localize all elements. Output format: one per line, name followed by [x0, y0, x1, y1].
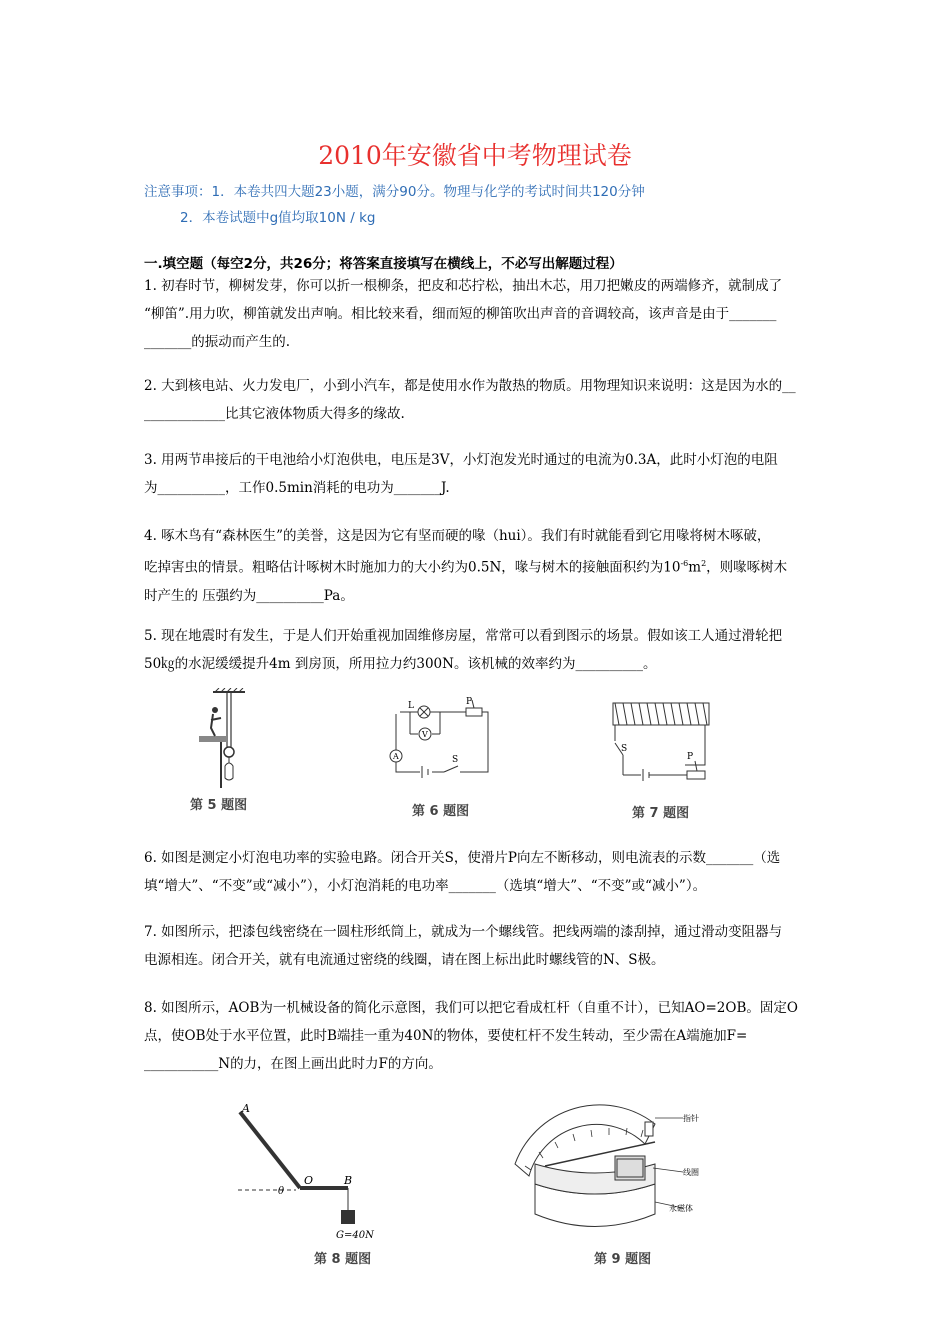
figure-8-caption: 第 8 题图: [314, 1252, 372, 1267]
fig8-label-theta: θ: [278, 1186, 285, 1197]
question-7: 7. 如图所示，把漆包线密绕在一圆柱形纸筒上，就成为一个螺线管。把线两端的漆刮掉，通过滑动变阻器与 电源相连。闭合开关，就有电流通过密绕的线圈，请在图上标出此时螺线管的N、S极。: [144, 924, 783, 968]
figure-5-caption: 第 5 题图: [190, 798, 248, 813]
fig8-label-B: B: [344, 1174, 353, 1187]
figure-6-caption: 第 6 题图: [412, 804, 470, 819]
fig8-label-G: G=40N: [336, 1230, 374, 1240]
question-8: 8. 如图所示，AOB为一机械设备的简化示意图，我们可以把它看成杠杆（自重不计），已知AO=2OB。固定O 点，使OB处于水平位置，此时B端挂一重为40N的物体，要使杠杆不发生转动，至少需在A端施加F= ___________N的力，在图上画出此时力F的方向。: [144, 1000, 798, 1072]
fig6-label-A: A: [393, 752, 399, 761]
question-6: 6. 如图是测定小灯泡电功率的实验电路。闭合开关S，使滑片P向左不断移动，则电流表的示数_______（选 填“增大”、“不变”或“减小”），小灯泡消耗的电功率_______（选填“增大”、“不变”或“减小”）。: [144, 850, 781, 894]
page-title: 2010年安徽省中考物理试卷: [318, 141, 632, 170]
fig7-label-P: P: [687, 752, 694, 762]
question-3: 3. 用两节串接后的干电池给小灯泡供电，电压是3V，小灯泡发光时通过的电流为0.3A，此时小灯泡的电阻 为__________，工作0.5min消耗的电功为_______J.: [144, 452, 778, 496]
fig8-label-O: O: [304, 1174, 314, 1187]
figure-5-pulley: [185, 688, 255, 788]
fig6-label-P: P: [466, 697, 473, 707]
figure-6-circuit: [380, 690, 500, 785]
fig6-label-S: S: [452, 755, 459, 765]
note-line-1: 注意事项：1．本卷共四大题23小题，满分90分。物理与化学的考试时间共120分钟: [144, 184, 645, 200]
fig7-label-S: S: [621, 744, 628, 754]
figure-8-lever: [230, 1100, 390, 1240]
fig6-label-L: L: [408, 701, 414, 711]
fig9-label-magnet: 永磁体: [669, 1204, 693, 1213]
figure-7-caption: 第 7 题图: [632, 806, 690, 821]
fig8-label-A: A: [242, 1102, 250, 1115]
question-5: 5. 现在地震时有发生，于是人们开始重视加固维修房屋，常常可以看到图示的场景。假如该工人通过滑轮把 50㎏的水泥缓缓提升4m 到房顶，所用拉力约300N。该机械的效率约为__________。: [144, 628, 783, 672]
fig9-label-pointer: 指针: [683, 1114, 699, 1123]
question-4: 4. 啄木鸟有“森林医生”的美誉，这是因为它有坚而硬的喙（hui）。我们有时就能看到它用喙将树木啄破， 吃掉害虫的情景。粗略估计啄树木时施加力的大小约为0.5N，喙与树木的接触面积约为$10^{-6}m^2$，则喙啄树木 时产生的 压强约为__________Pa。: [144, 528, 788, 604]
note-line-2: 2．本卷试题中g值均取10N / kg: [180, 210, 376, 226]
fig6-label-V: V: [422, 730, 428, 739]
figure-7-solenoid: [605, 695, 717, 787]
fig9-label-coil: 线圈: [683, 1168, 699, 1177]
question-1: 1. 初春时节，柳树发芽，你可以折一根柳条，把皮和芯拧松，抽出木芯，用刀把嫩皮的两端修齐，就制成了 “柳笛”.用力吹，柳笛就发出声响。相比较来看，细而短的柳笛吹出声音的音调较高，该声音是由于_______ _______的振动而产生的.: [144, 278, 783, 350]
figure-9-caption: 第 9 题图: [594, 1252, 652, 1267]
question-2: 2. 大到核电站、火力发电厂，小到小汽车，都是使用水作为散热的物质。用物理知识来说明：这是因为水的__ ____________比其它液体物质大得多的缘故.: [144, 378, 796, 422]
figure-9-meter: [505, 1104, 705, 1244]
section-heading: 一.填空题（每空2分，共26分；将答案直接填写在横线上，不必写出解题过程）: [144, 256, 623, 272]
